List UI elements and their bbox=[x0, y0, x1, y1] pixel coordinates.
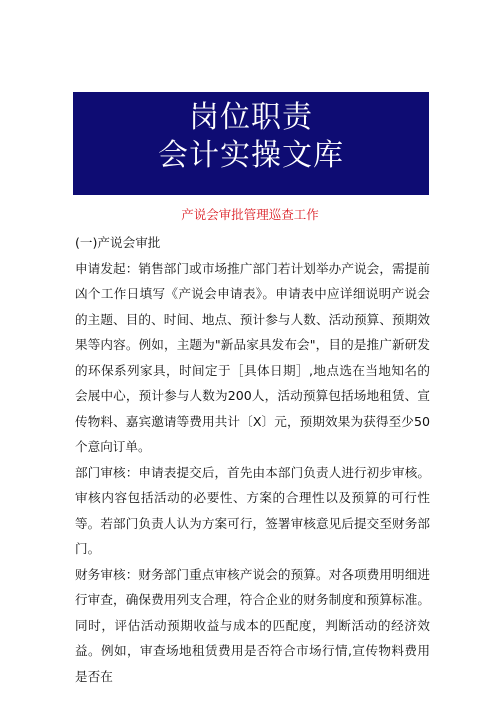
paragraph-department-review: 部门审核：申请表提交后，首先由本部门负责人进行初步审核。审核内容包括活动的必要性、方案的合理性以及预算的可行性等。若部门负责人认为方案可行，签署审核意见后提交至财务部门。 bbox=[75, 464, 430, 556]
paragraph-finance-review: 财务审核：财务部门重点审核产说会的预算。对各项费用明细进行审查，确保费用列支合理，符合企业的财务制度和预算标准。同时，评估活动预期收益与成本的匹配度，判断活动的经济效益。例如，审查场地租赁费用是否符合市场行情,宣传物料费用是否在 bbox=[75, 566, 430, 684]
paragraph-application: 申请发起：销售部门或市场推广部门若计划举办产说会，需提前凶个工作日填写《产说会申请表》。申请表中应详细说明产说会的主题、目的、时间、地点、预计参与人数、活动预算、预期效果等内容。例如，主题为"新品家具发布会"，目的是推广新研发的环保系列家具，时间定于［具体日期］,地点选在当地知名的会展中心，预计参与人数为200人，活动预算包括场地租赁、宣传物料、嘉宾邀请等费用共计〔X〕元，预期效果为获得至少50个意向订单。 bbox=[75, 260, 430, 454]
document-title: 产说会审批管理巡查工作 bbox=[181, 207, 319, 222]
section-heading: (一)产说会审批 bbox=[75, 235, 161, 250]
banner-title-line-2: 会计实操文库 bbox=[158, 138, 344, 173]
banner-title-line-1: 岗位职责 bbox=[189, 100, 313, 135]
document-body bbox=[75, 230, 430, 689]
title-banner bbox=[73, 92, 429, 195]
